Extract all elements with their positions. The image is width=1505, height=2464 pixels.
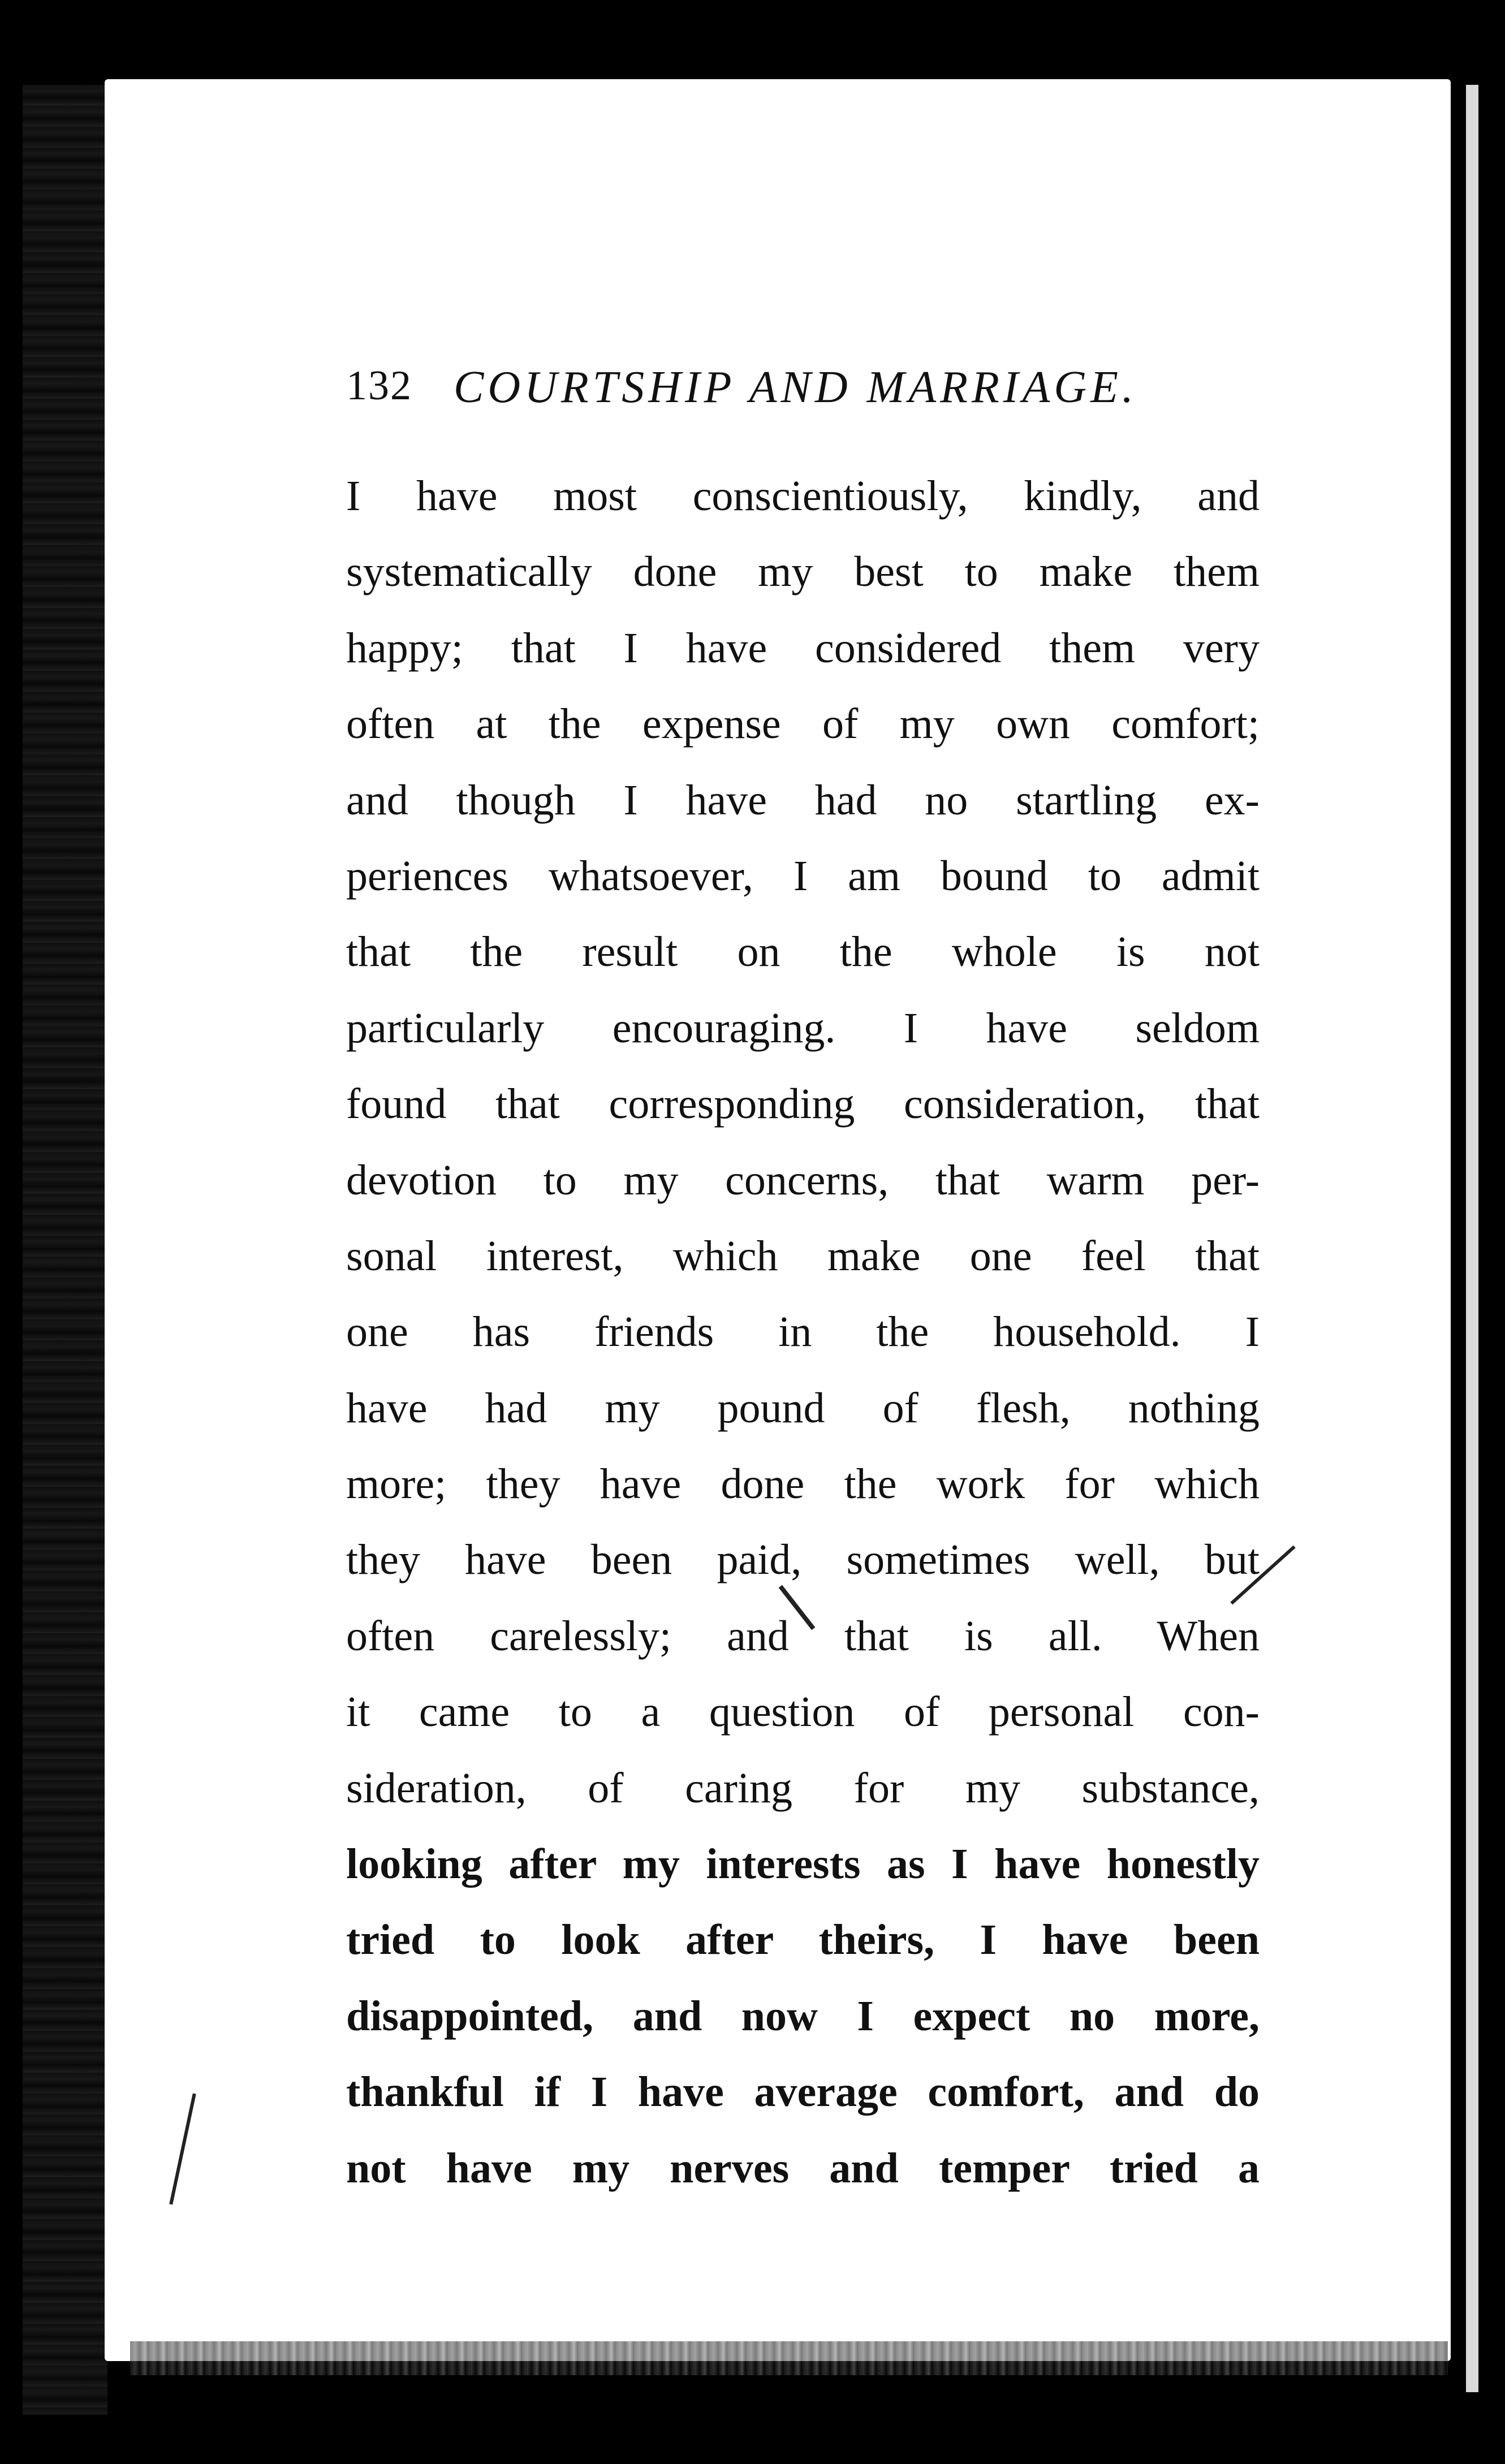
page-body [346,458,1260,2206]
text-line: and though I have had no startling ex- [346,776,1260,824]
text-line: sideration, of caring for my substance, [346,1764,1260,1812]
text-line: happy; that I have considered them very [346,624,1260,672]
text-line: have had my pound of flesh, nothing [346,1384,1260,1432]
binding-shadow [23,85,107,2415]
text-line: systematically done my best to make them [346,548,1260,596]
text-line: often carelessly; and that is all. When [346,1612,1260,1660]
page-number: 132 [346,363,412,409]
text-line: that the result on the whole is not [346,928,1260,976]
page-edge [1466,85,1478,2392]
text-line: thankful if I have average comfort, and do [346,2068,1260,2116]
text-line: I have most conscientiously, kindly, and [346,472,1260,520]
text-line: periences whatsoever, I am bound to admit [346,852,1260,900]
text-line: tried to look after theirs, I have been [346,1916,1260,1964]
text-line: not have my nerves and temper tried a [346,2144,1260,2192]
text-line: often at the expense of my own comfort; [346,700,1260,748]
text-line: it came to a question of personal con- [346,1688,1260,1736]
text-line: devotion to my concerns, that warm per- [346,1156,1260,1204]
text-line: more; they have done the work for which [346,1460,1260,1508]
running-head: COURTSHIP AND MARRIAGE. [454,363,1138,412]
text-line: one has friends in the household. I [346,1308,1260,1356]
text-line: particularly encouraging. I have seldom [346,1004,1260,1052]
text-line: disappointed, and now I expect no more, [346,1992,1260,2040]
bottom-edge-noise [130,2341,1448,2375]
text-line: found that corresponding consideration, that [346,1080,1260,1128]
text-line: sonal interest, which make one feel that [346,1232,1260,1280]
text-line: looking after my interests as I have honestly [346,1840,1260,1888]
text-line: they have been paid, sometimes well, but [346,1536,1260,1584]
page-header [346,362,1421,430]
